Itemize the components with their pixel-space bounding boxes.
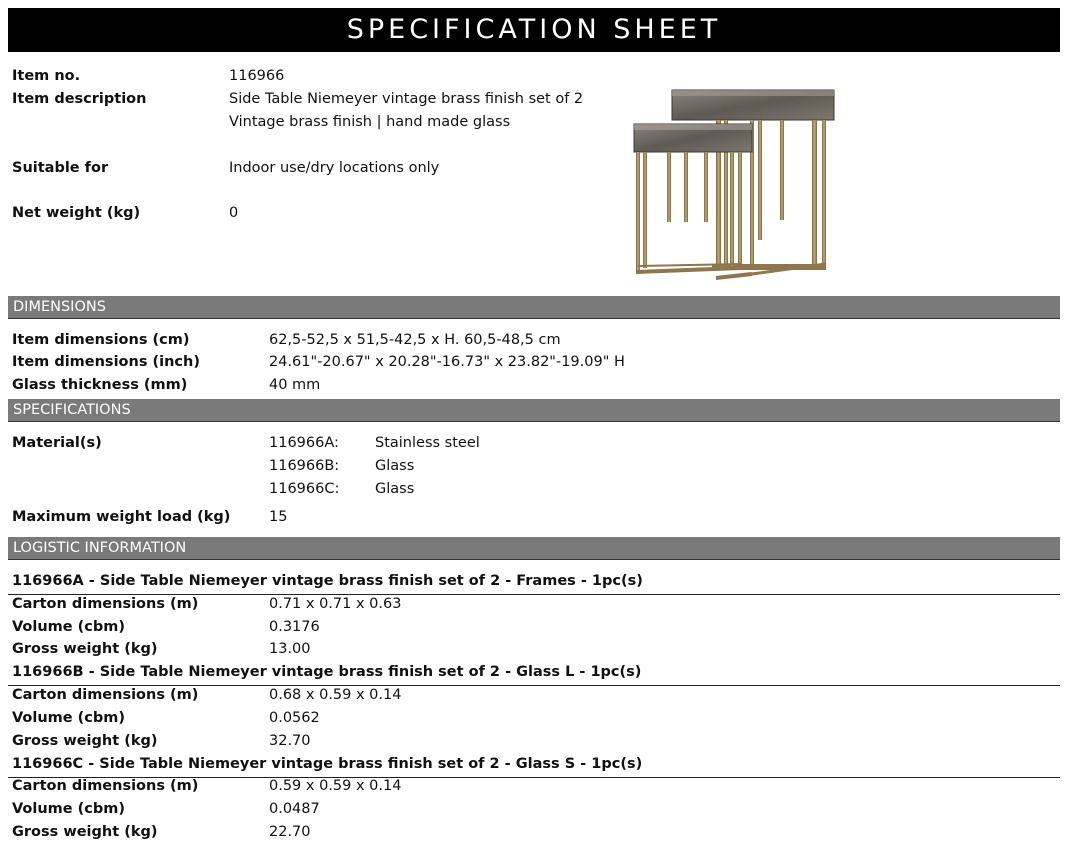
divider: [8, 594, 1060, 595]
material-code: 116966B:: [269, 458, 340, 474]
material-code: 116966A:: [269, 435, 339, 451]
materials-label: Material(s): [12, 435, 102, 451]
dimensions-inch-value: 24.61"-20.67" x 20.28"-16.73" x 23.82"-19.09" H: [269, 354, 625, 370]
section-dimensions: [8, 296, 1060, 319]
volume-value: 0.0487: [269, 801, 320, 817]
title-bar: [8, 8, 1060, 52]
gross-weight-label: Gross weight (kg): [12, 824, 158, 840]
divider: [8, 685, 1060, 686]
volume-label: Volume (cbm): [12, 619, 126, 635]
glass-thickness-value: 40 mm: [269, 377, 321, 393]
gross-weight-value: 32.70: [269, 733, 311, 749]
package-title: 116966C - Side Table Niemeyer vintage brass finish set of 2 - Glass S - 1pc(s): [12, 756, 643, 772]
dimensions-cm-value: 62,5-52,5 x 51,5-42,5 x H. 60,5-48,5 cm: [269, 332, 561, 348]
max-load-label: Maximum weight load (kg): [12, 509, 231, 525]
section-logistic-heading: LOGISTIC INFORMATION: [13, 540, 187, 556]
carton-dimensions-label: Carton dimensions (m): [12, 778, 199, 794]
dimensions-cm-label: Item dimensions (cm): [12, 332, 190, 348]
section-specifications-heading: SPECIFICATIONS: [13, 402, 131, 418]
glass-thickness-label: Glass thickness (mm): [12, 377, 188, 393]
package-title: 116966B - Side Table Niemeyer vintage brass finish set of 2 - Glass L - 1pc(s): [12, 664, 642, 680]
section-specifications: [8, 399, 1060, 422]
carton-dimensions-value: 0.71 x 0.71 x 0.63: [269, 596, 402, 612]
volume-label: Volume (cbm): [12, 801, 126, 817]
carton-dimensions-value: 0.68 x 0.59 x 0.14: [269, 687, 402, 703]
suitable-for-value: Indoor use/dry locations only: [229, 160, 440, 176]
carton-dimensions-label: Carton dimensions (m): [12, 596, 199, 612]
max-load-value: 15: [269, 509, 288, 525]
carton-dimensions-label: Carton dimensions (m): [12, 687, 199, 703]
gross-weight-label: Gross weight (kg): [12, 733, 158, 749]
product-photo-icon: [612, 78, 852, 286]
item-no-value: 116966: [229, 68, 285, 84]
section-logistic: [8, 537, 1060, 560]
material-name: Stainless steel: [375, 435, 480, 451]
carton-dimensions-value: 0.59 x 0.59 x 0.14: [269, 778, 402, 794]
volume-label: Volume (cbm): [12, 710, 126, 726]
net-weight-label: Net weight (kg): [12, 205, 141, 221]
dimensions-inch-label: Item dimensions (inch): [12, 354, 200, 370]
section-dimensions-heading: DIMENSIONS: [13, 299, 106, 315]
item-no-label: Item no.: [12, 68, 81, 84]
net-weight-value: 0: [229, 205, 239, 221]
item-description-line2: Vintage brass finish | hand made glass: [229, 114, 511, 130]
volume-value: 0.0562: [269, 710, 320, 726]
gross-weight-value: 22.70: [269, 824, 311, 840]
gross-weight-value: 13.00: [269, 641, 311, 657]
material-name: Glass: [375, 458, 415, 474]
volume-value: 0.3176: [269, 619, 320, 635]
item-description-line1: Side Table Niemeyer vintage brass finish set of 2: [229, 91, 584, 107]
material-name: Glass: [375, 481, 415, 497]
item-description-label: Item description: [12, 91, 147, 107]
gross-weight-label: Gross weight (kg): [12, 641, 158, 657]
page-title: SPECIFICATION SHEET: [346, 14, 722, 45]
suitable-for-label: Suitable for: [12, 160, 109, 176]
material-code: 116966C:: [269, 481, 340, 497]
package-title: 116966A - Side Table Niemeyer vintage brass finish set of 2 - Frames - 1pc(s): [12, 573, 643, 589]
